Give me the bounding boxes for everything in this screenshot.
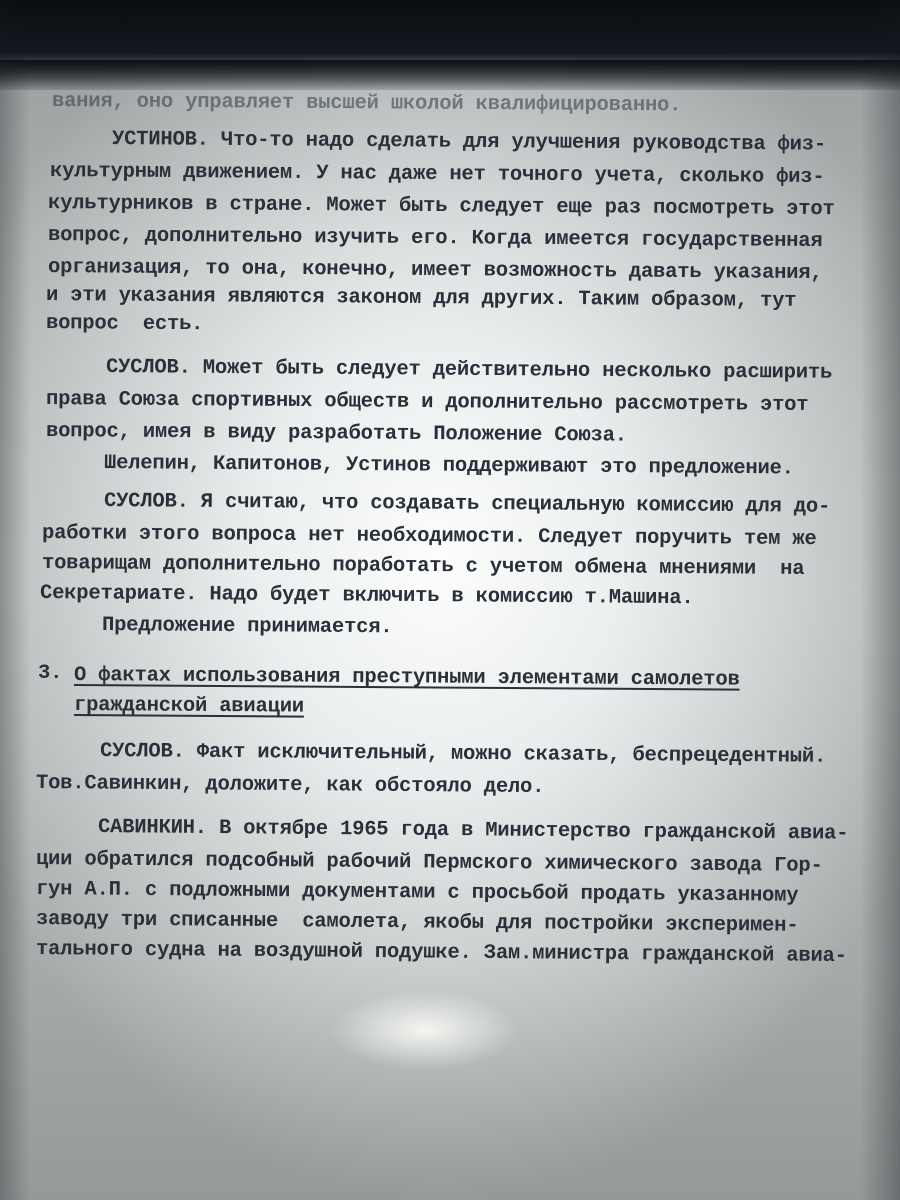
text-line: СУСЛОВ. Факт исключительный, можно сказать, беспрецедентный. [99, 740, 827, 769]
text-line: Секретариате. Надо будет включить в комиссию т.Машина. [39, 582, 694, 611]
text-line: культурным движением. У нас даже нет точного учета, сколько физ- [49, 160, 825, 190]
text-line: заводу три списанные самолета, якобы для постройки эксперимен- [35, 908, 799, 938]
text-line: гун А.П. с подложными документами с просьбой продать указанному [35, 878, 799, 908]
text-line: работки этого вопроса нет необходимости. Следует поручить тем же [41, 522, 817, 552]
text-line: вопрос, имея в виду разработать Положение Союза. [45, 420, 627, 448]
text-line: УСТИНОВ. Что-то надо сделать для улучшения руководства физ- [111, 128, 827, 157]
text-line: права Союза спортивных обществ и дополнительно рассмотреть этот [45, 388, 809, 417]
text-line: Шелепин, Капитонов, Устинов поддерживают это предложение. [103, 452, 794, 481]
text-line: товарищам дополнительно поработать с учетом обмена мнениями на [41, 552, 805, 581]
text-line: СУСЛОВ. Я считаю, что создавать специальную комиссию для до- [103, 490, 831, 519]
section-heading: гражданской авиации [73, 694, 305, 719]
text-line: вопрос, дополнительно изучить его. Когда имеется государственная [47, 224, 823, 254]
text-line: САВИНКИН. В октябре 1965 года в Министерство гражданской авиа- [97, 816, 849, 846]
section-number: 3. [38, 662, 63, 685]
text-line: ции обратился подсобный рабочий Пермского химического завода Гор- [35, 848, 823, 878]
text-line: вопрос есть. [45, 312, 204, 337]
text-line: вания, оно управляет высшей школой квалифицированно. [51, 90, 682, 118]
text-line: Тов.Савинкин, доложите, как обстояло дело. [35, 772, 545, 799]
text-line: СУСЛОВ. Может быть следует действительно несколько расширить [105, 356, 833, 385]
section-heading: О фактах использования преступными элементами самолетов [73, 664, 740, 692]
text-line: культурников в стране. Может быть следует еще раз посмотреть этот [47, 192, 835, 222]
text-line: тального судна на воздушной подушке. Зам.министра гражданской авиа- [35, 938, 847, 969]
text-line: Предложение принимается. [101, 614, 393, 640]
text-line: и эти указания являются законом для других. Таким образом, тут [45, 284, 797, 313]
text-line: организация, то она, конечно, имеет возможность давать указания, [47, 256, 823, 286]
